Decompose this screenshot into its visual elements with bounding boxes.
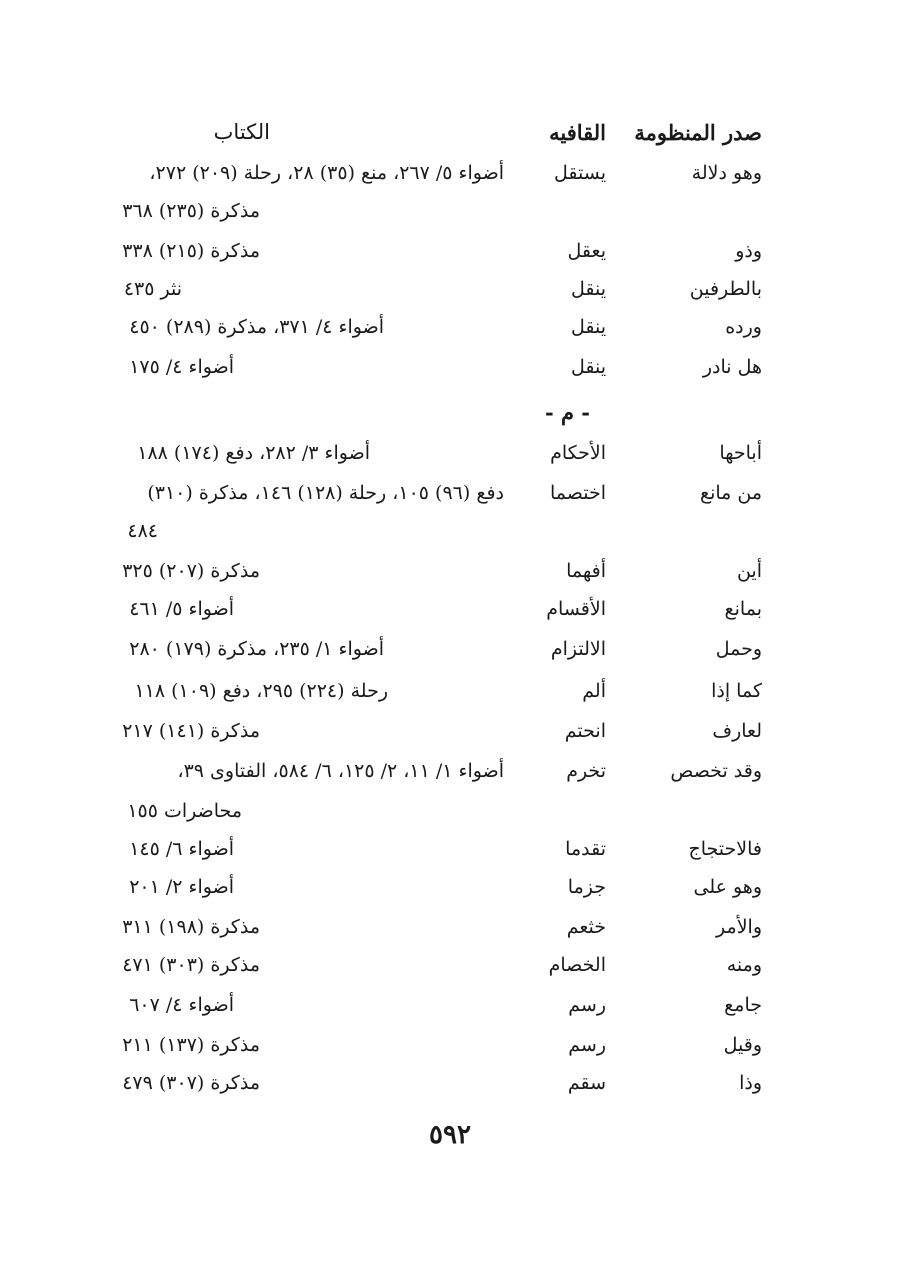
verse-opening: ورده — [725, 316, 762, 338]
rhyme-word: رسم — [568, 1034, 606, 1056]
verse-opening: أباحها — [719, 442, 762, 464]
table-row — [0, 240, 900, 278]
page-number: ٥٩٢ — [429, 1120, 471, 1150]
book-reference: أضواء ٤/ ٣٧١، مذكرة (٢٨٩) ٤٥٠ — [129, 316, 384, 338]
rhyme-word: يستقل — [554, 162, 606, 184]
table-row — [0, 954, 900, 992]
rhyme-word: اختصما — [549, 482, 606, 504]
table-row — [0, 994, 900, 1032]
book-reference: أضواء ٣/ ٢٨٢، دفع (١٧٤) ١٨٨ — [137, 442, 370, 464]
verse-opening: من مانع — [699, 482, 762, 504]
book-reference: مذكرة (١٣٧) ٢١١ — [122, 1034, 260, 1056]
table-row — [0, 200, 900, 238]
book-reference: أضواء ٤/ ٦٠٧ — [129, 994, 234, 1016]
verse-opening: وقد تخصص — [670, 760, 762, 782]
rhyme-word: تقدما — [565, 838, 606, 860]
book-reference: أضواء ١/ ١١، ٢/ ١٢٥، ٦/ ٥٨٤، الفتاوى ٣٩، — [177, 760, 504, 782]
table-row — [0, 1072, 900, 1110]
book-reference: أضواء ١/ ٢٣٥، مذكرة (١٧٩) ٢٨٠ — [129, 638, 384, 660]
table-row — [0, 278, 900, 316]
table-row — [0, 442, 900, 480]
book-reference: مذكرة (٣٠٣) ٤٧١ — [122, 954, 260, 976]
rhyme-word: الأحكام — [550, 442, 606, 464]
rhyme-word: تخرم — [566, 760, 606, 782]
header-book: الكتاب — [213, 120, 270, 144]
section-letter: - م - — [544, 400, 590, 425]
book-reference: أضواء ٤/ ١٧٥ — [129, 356, 234, 378]
book-reference: مذكرة (٣٠٧) ٤٧٩ — [122, 1072, 260, 1094]
book-reference: نثر ٤٣٥ — [123, 278, 182, 300]
book-reference: أضواء ٥/ ٤٦١ — [129, 598, 234, 620]
book-reference: أضواء ٢/ ٢٠١ — [129, 876, 234, 898]
verse-opening: ومنه — [726, 954, 762, 976]
table-row — [0, 520, 900, 558]
verse-opening: أين — [736, 560, 762, 582]
table-row — [0, 876, 900, 914]
verse-opening: كما إذا — [711, 680, 762, 702]
table-row — [0, 916, 900, 954]
rhyme-word: أفهما — [566, 560, 606, 582]
book-reference: مذكرة (١٩٨) ٣١١ — [122, 916, 260, 938]
book-reference: مذكرة (١٤١) ٢١٧ — [122, 720, 260, 742]
verse-opening: والأمر — [716, 916, 762, 938]
book-reference: أضواء ٦/ ١٤٥ — [129, 838, 234, 860]
verse-opening: وحمل — [715, 638, 762, 660]
table-row — [0, 482, 900, 520]
verse-opening: جامع — [724, 994, 762, 1016]
table-row — [0, 838, 900, 876]
rhyme-word: الالتزام — [550, 638, 606, 660]
header-rhyme: القافيه — [549, 120, 606, 145]
book-reference: مذكرة (٢١٥) ٣٣٨ — [122, 240, 260, 262]
verse-opening: وذو — [735, 240, 762, 262]
rhyme-word: الأقسام — [546, 598, 606, 620]
table-row — [0, 680, 900, 718]
table-row — [0, 800, 900, 838]
table-row — [0, 638, 900, 676]
verse-opening: هل نادر — [702, 356, 762, 378]
rhyme-word: انحتم — [564, 720, 606, 742]
book-reference-continued: محاضرات ١٥٥ — [127, 800, 242, 822]
header-verse-opening: صدر المنظومة — [634, 120, 762, 145]
book-reference: مذكرة (٢٠٧) ٣٢٥ — [122, 560, 260, 582]
verse-opening: لعارف — [712, 720, 762, 742]
verse-opening: بمانع — [724, 598, 762, 620]
rhyme-word: رسم — [568, 994, 606, 1016]
verse-opening: وهو دلالة — [691, 162, 762, 184]
rhyme-word: ينقل — [570, 278, 606, 300]
book-reference-continued: ٤٨٤ — [127, 520, 158, 542]
rhyme-word: يعقل — [567, 240, 606, 262]
rhyme-word: سقم — [567, 1072, 606, 1094]
verse-opening: بالطرفين — [689, 278, 762, 300]
table-row — [0, 720, 900, 758]
rhyme-word: ألم — [582, 680, 606, 702]
table-row — [0, 560, 900, 598]
book-reference-continued: مذكرة (٢٣٥) ٣٦٨ — [122, 200, 260, 222]
book-reference: دفع (٩٦) ١٠٥، رحلة (١٢٨) ١٤٦، مذكرة (٣١٠) — [147, 482, 504, 504]
table-row — [0, 1034, 900, 1072]
verse-opening: فالاحتجاج — [688, 838, 762, 860]
table-row — [0, 162, 900, 200]
table-row — [0, 316, 900, 354]
rhyme-word: ينقل — [570, 356, 606, 378]
verse-opening: وهو على — [693, 876, 762, 898]
book-reference: رحلة (٢٢٤) ٢٩٥، دفع (١٠٩) ١١٨ — [134, 680, 388, 702]
table-row — [0, 760, 900, 798]
verse-opening: وذا — [739, 1072, 762, 1094]
rhyme-word: خثعم — [566, 916, 606, 938]
rhyme-word: الخصام — [548, 954, 606, 976]
rhyme-word: ينقل — [570, 316, 606, 338]
verse-opening: وقيل — [723, 1034, 762, 1056]
table-row — [0, 598, 900, 636]
table-row — [0, 356, 900, 394]
book-reference: أضواء ٥/ ٢٦٧، منع (٣٥) ٢٨، رحلة (٢٠٩) ٢٧٢، — [149, 162, 504, 184]
rhyme-word: جزما — [567, 876, 606, 898]
